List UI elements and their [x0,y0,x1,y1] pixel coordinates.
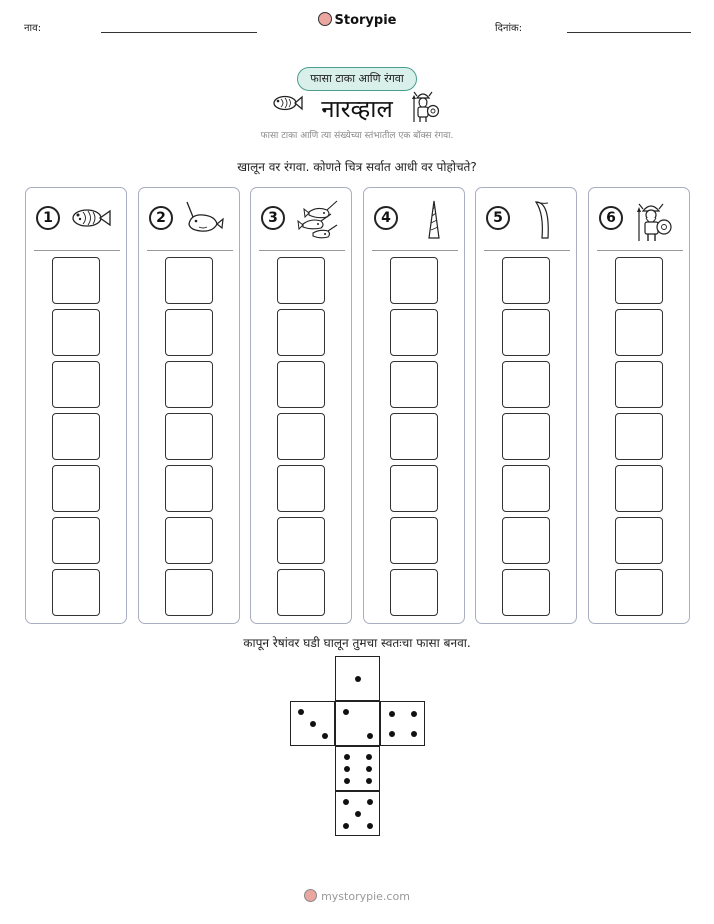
color-box[interactable] [52,517,100,564]
die-pip [389,731,395,737]
color-box[interactable] [502,257,550,304]
color-box[interactable] [502,413,550,460]
brand-logo [0,12,714,28]
die-face-3 [290,701,335,746]
color-box[interactable] [277,257,325,304]
column-4 [363,187,465,624]
die-pip [366,754,372,760]
color-box[interactable] [52,413,100,460]
column-header [259,200,345,240]
column-1 [25,187,127,624]
column-5 [475,187,577,624]
color-box[interactable] [165,465,213,512]
color-box[interactable] [277,465,325,512]
column-number: 1 [36,206,60,230]
color-box[interactable] [165,517,213,564]
color-box[interactable] [615,465,663,512]
column-divider [259,250,345,251]
color-box[interactable] [165,569,213,616]
color-box[interactable] [52,309,100,356]
column-header [372,200,458,240]
color-box[interactable] [52,465,100,512]
color-box[interactable] [390,361,438,408]
die-pip [411,731,417,737]
color-box[interactable] [277,413,325,460]
die-face-4 [380,701,425,746]
column-divider [597,250,683,251]
viking-icon [410,89,440,123]
die-pip [322,733,328,739]
color-box[interactable] [390,257,438,304]
horn-icon [520,200,562,240]
color-box[interactable] [52,361,100,408]
die-pip [310,721,316,727]
column-number: 3 [261,206,285,230]
column-3 [250,187,352,624]
color-box[interactable] [390,413,438,460]
die-pip [344,754,350,760]
flatfish-icon [70,200,112,236]
color-box[interactable] [615,361,663,408]
color-box[interactable] [277,569,325,616]
question-text: खालून वर रंगवा. कोणते चित्र सर्वात आधी वर पोहोचते? [237,160,477,174]
name-label: नाव: [24,23,42,34]
narwhal-pod-icon [295,200,339,240]
die-pip [298,709,304,715]
color-box[interactable] [277,309,325,356]
die-pip [411,711,417,717]
viking-icon [633,200,675,242]
color-box[interactable] [277,517,325,564]
cut-instructions: कापून रेषांवर घडी घालून तुमचा स्वतःचा फासा बनवा. [243,636,471,650]
footer-url: mystorypie.com [321,890,410,903]
column-header [147,200,233,240]
color-box[interactable] [165,309,213,356]
color-box[interactable] [502,309,550,356]
column-number: 5 [486,206,510,230]
page-title: नारव्हाल [321,95,393,123]
die-pip [367,733,373,739]
color-box[interactable] [615,517,663,564]
color-box[interactable] [615,257,663,304]
instructions-subtitle: फासा टाका आणि त्या संख्येच्या स्तंभातील एक बॉक्स रंगवा. [260,131,454,141]
brand-name: Storypie [334,13,397,28]
color-box[interactable] [390,517,438,564]
column-divider [372,250,458,251]
die-pip [344,766,350,772]
color-box[interactable] [502,569,550,616]
narwhal-tusk-icon [408,200,450,240]
die-pip [367,823,373,829]
column-2 [138,187,240,624]
column-header [484,200,570,240]
die-pip [366,778,372,784]
die-pip [343,799,349,805]
storypie-bear-icon [304,889,317,902]
column-6 [588,187,690,624]
die-pip [343,709,349,715]
die-pip [355,811,361,817]
die-face-6 [335,746,380,791]
color-box[interactable] [52,569,100,616]
color-box[interactable] [390,309,438,356]
color-box[interactable] [52,257,100,304]
footer [0,889,714,903]
narwhal-icon [183,200,225,236]
color-box[interactable] [502,465,550,512]
die-pip [344,778,350,784]
die-pip [366,766,372,772]
column-divider [484,250,570,251]
color-box[interactable] [277,361,325,408]
color-box[interactable] [502,517,550,564]
color-box[interactable] [390,465,438,512]
color-box[interactable] [615,413,663,460]
activity-badge: फासा टाका आणि रंगवा [297,67,417,91]
column-divider [34,250,120,251]
column-divider [147,250,233,251]
date-label: दिनांक: [495,23,523,34]
color-box[interactable] [502,361,550,408]
color-box[interactable] [165,361,213,408]
name-line [101,32,257,33]
color-box[interactable] [165,413,213,460]
color-box[interactable] [615,569,663,616]
column-number: 4 [374,206,398,230]
column-header [597,200,683,240]
color-box[interactable] [615,309,663,356]
column-header [34,200,120,240]
die-pip [355,676,361,682]
die-pip [343,823,349,829]
die-face-5 [335,791,380,836]
date-line [567,32,691,33]
column-number: 2 [149,206,173,230]
storypie-bear-icon [318,12,332,26]
color-box[interactable] [390,569,438,616]
die-pip [367,799,373,805]
column-number: 6 [599,206,623,230]
die-face-2 [335,701,380,746]
color-box[interactable] [165,257,213,304]
die-pip [389,711,395,717]
die-face-1 [335,656,380,701]
